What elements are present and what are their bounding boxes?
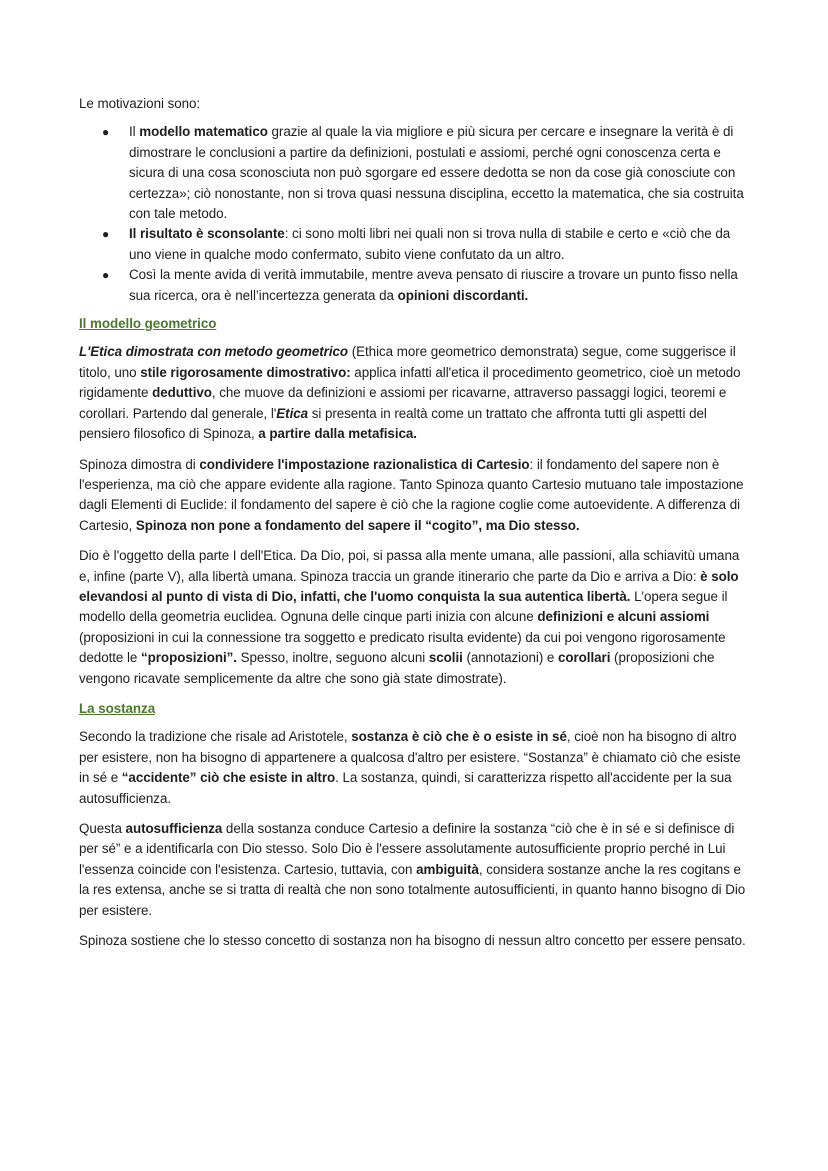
intro-text: Le motivazioni sono: xyxy=(79,96,201,111)
motivations-list xyxy=(79,122,747,306)
paragraph: Secondo la tradizione che risale ad Aristotele, sostanza è ciò che è o esiste in sé, cioè non ha bisogno di altro per esistere, non ha bisogno di appartenere a qualcosa d'altro per esistere. “Sostanza” è chiamato ciò che esiste in sé e “accidente” ciò che esiste in altro. La sostanza, quindi, si caratterizza rispetto all'accidente per la sua autosufficienza. xyxy=(79,729,741,806)
section-heading-modello: Il modello geometrico xyxy=(79,316,217,332)
bullet-icon: ● xyxy=(102,227,110,242)
paragraph: L'Etica dimostrata con metodo geometrico (Ethica more geometrico demonstrata) segue, come suggerisce il titolo, uno stile rigorosamente dimostrativo: applica infatti all'etica il procedimento geometrico, cioè un metodo rigidamente deduttivo, che muove da definizioni e assiomi per ricavarne, attraverso passaggi logici, teoremi e corollari. Partendo dal generale, l'Etica si presenta in realtà come un trattato che affronta tutti gli aspetti del pensiero filosofico di Spinoza, a partire dalla metafisica. xyxy=(79,344,741,442)
paragraph: Spinoza dimostra di condividere l'impostazione razionalistica di Cartesio: il fondamento del sapere non è l'esperienza, ma ciò che appare evidente alla ragione. Tanto Spinoza quanto Cartesio mutuano tale impostazione dagli Elementi di Euclide: il fondamento del sapere è ciò che la ragione coglie come autoevidente. A differenza di Cartesio, Spinoza non pone a fondamento del sapere il “cogito”, ma Dio stesso. xyxy=(79,456,744,533)
paragraph: Dio è l'oggetto della parte I dell'Etica. Da Dio, poi, si passa alla mente umana, alle passioni, alla schiavitù umana e, infine (parte V), alla libertà umana. Spinoza traccia un grande itinerario che parte da Dio e arriva a Dio: è solo elevandosi al punto di vista di Dio, infatti, che l'uomo conquista la sua autentica libertà. L'opera segue il modello della geometria euclidea. Ognuna delle cinque parti inizia con alcune definizioni e alcuni assiomi (proposizioni in cui la connessione tra soggetto e predicato risulta evidente) da cui poi vengono rigorosamente dedotte le “proposizioni”. Spesso, inoltre, seguono alcuni scolii (annotazioni) e corollari (proposizioni che vengono ricavate semplicemente da altre che sono già state dimostrate). xyxy=(79,548,740,686)
list-item: ● Il risultato è sconsolante: ci sono molti libri nei quali non si trova nulla di stabile e certo e «ciò che da uno viene in qualche modo confermato, subito viene confutato da un altro. xyxy=(102,226,731,262)
section-heading-sostanza: La sostanza xyxy=(79,700,156,716)
list-item: ● Il modello matematico grazie al quale la via migliore e più sicura per cercare e insegnare la verità è di dimostrare le conclusioni a partire da definizioni, postulati e assiomi, perché ogni conoscenza certa e sicura di una cosa sconosciuta non può sgorgare ed essere dedotta se non da cose già conosciute con certezza»; ciò nonostante, non si trova quasi nessuna disciplina, eccetto la matematica, che sia costruita con tale metodo. xyxy=(102,124,744,222)
bullet-icon: ● xyxy=(102,268,110,283)
list-item: ● Così la mente avida di verità immutabile, mentre aveva pensato di riuscire a trovare un punto fisso nella sua ricerca, ora è nell’incertezza generata da opinioni discordanti. xyxy=(102,267,738,303)
document-page xyxy=(79,94,747,961)
bullet-icon: ● xyxy=(102,125,110,140)
paragraph: Spinoza sostiene che lo stesso concetto di sostanza non ha bisogno di nessun altro concetto per essere pensato. xyxy=(79,933,746,949)
paragraph: Questa autosufficienza della sostanza conduce Cartesio a definire la sostanza “ciò che è in sé e si definisce di per sé” e a identificarla con Dio stesso. Solo Dio è l'essere assolutamente autosufficiente proprio perché in Lui l'essenza coincide con l'esistenza. Cartesio, tuttavia, con ambiguità, considera sostanze anche la res cogitans e la res extensa, anche se si tratta di realtà che non sono totalmente autosufficienti, in quanto hanno bisogno di Dio per esistere. xyxy=(79,821,746,918)
